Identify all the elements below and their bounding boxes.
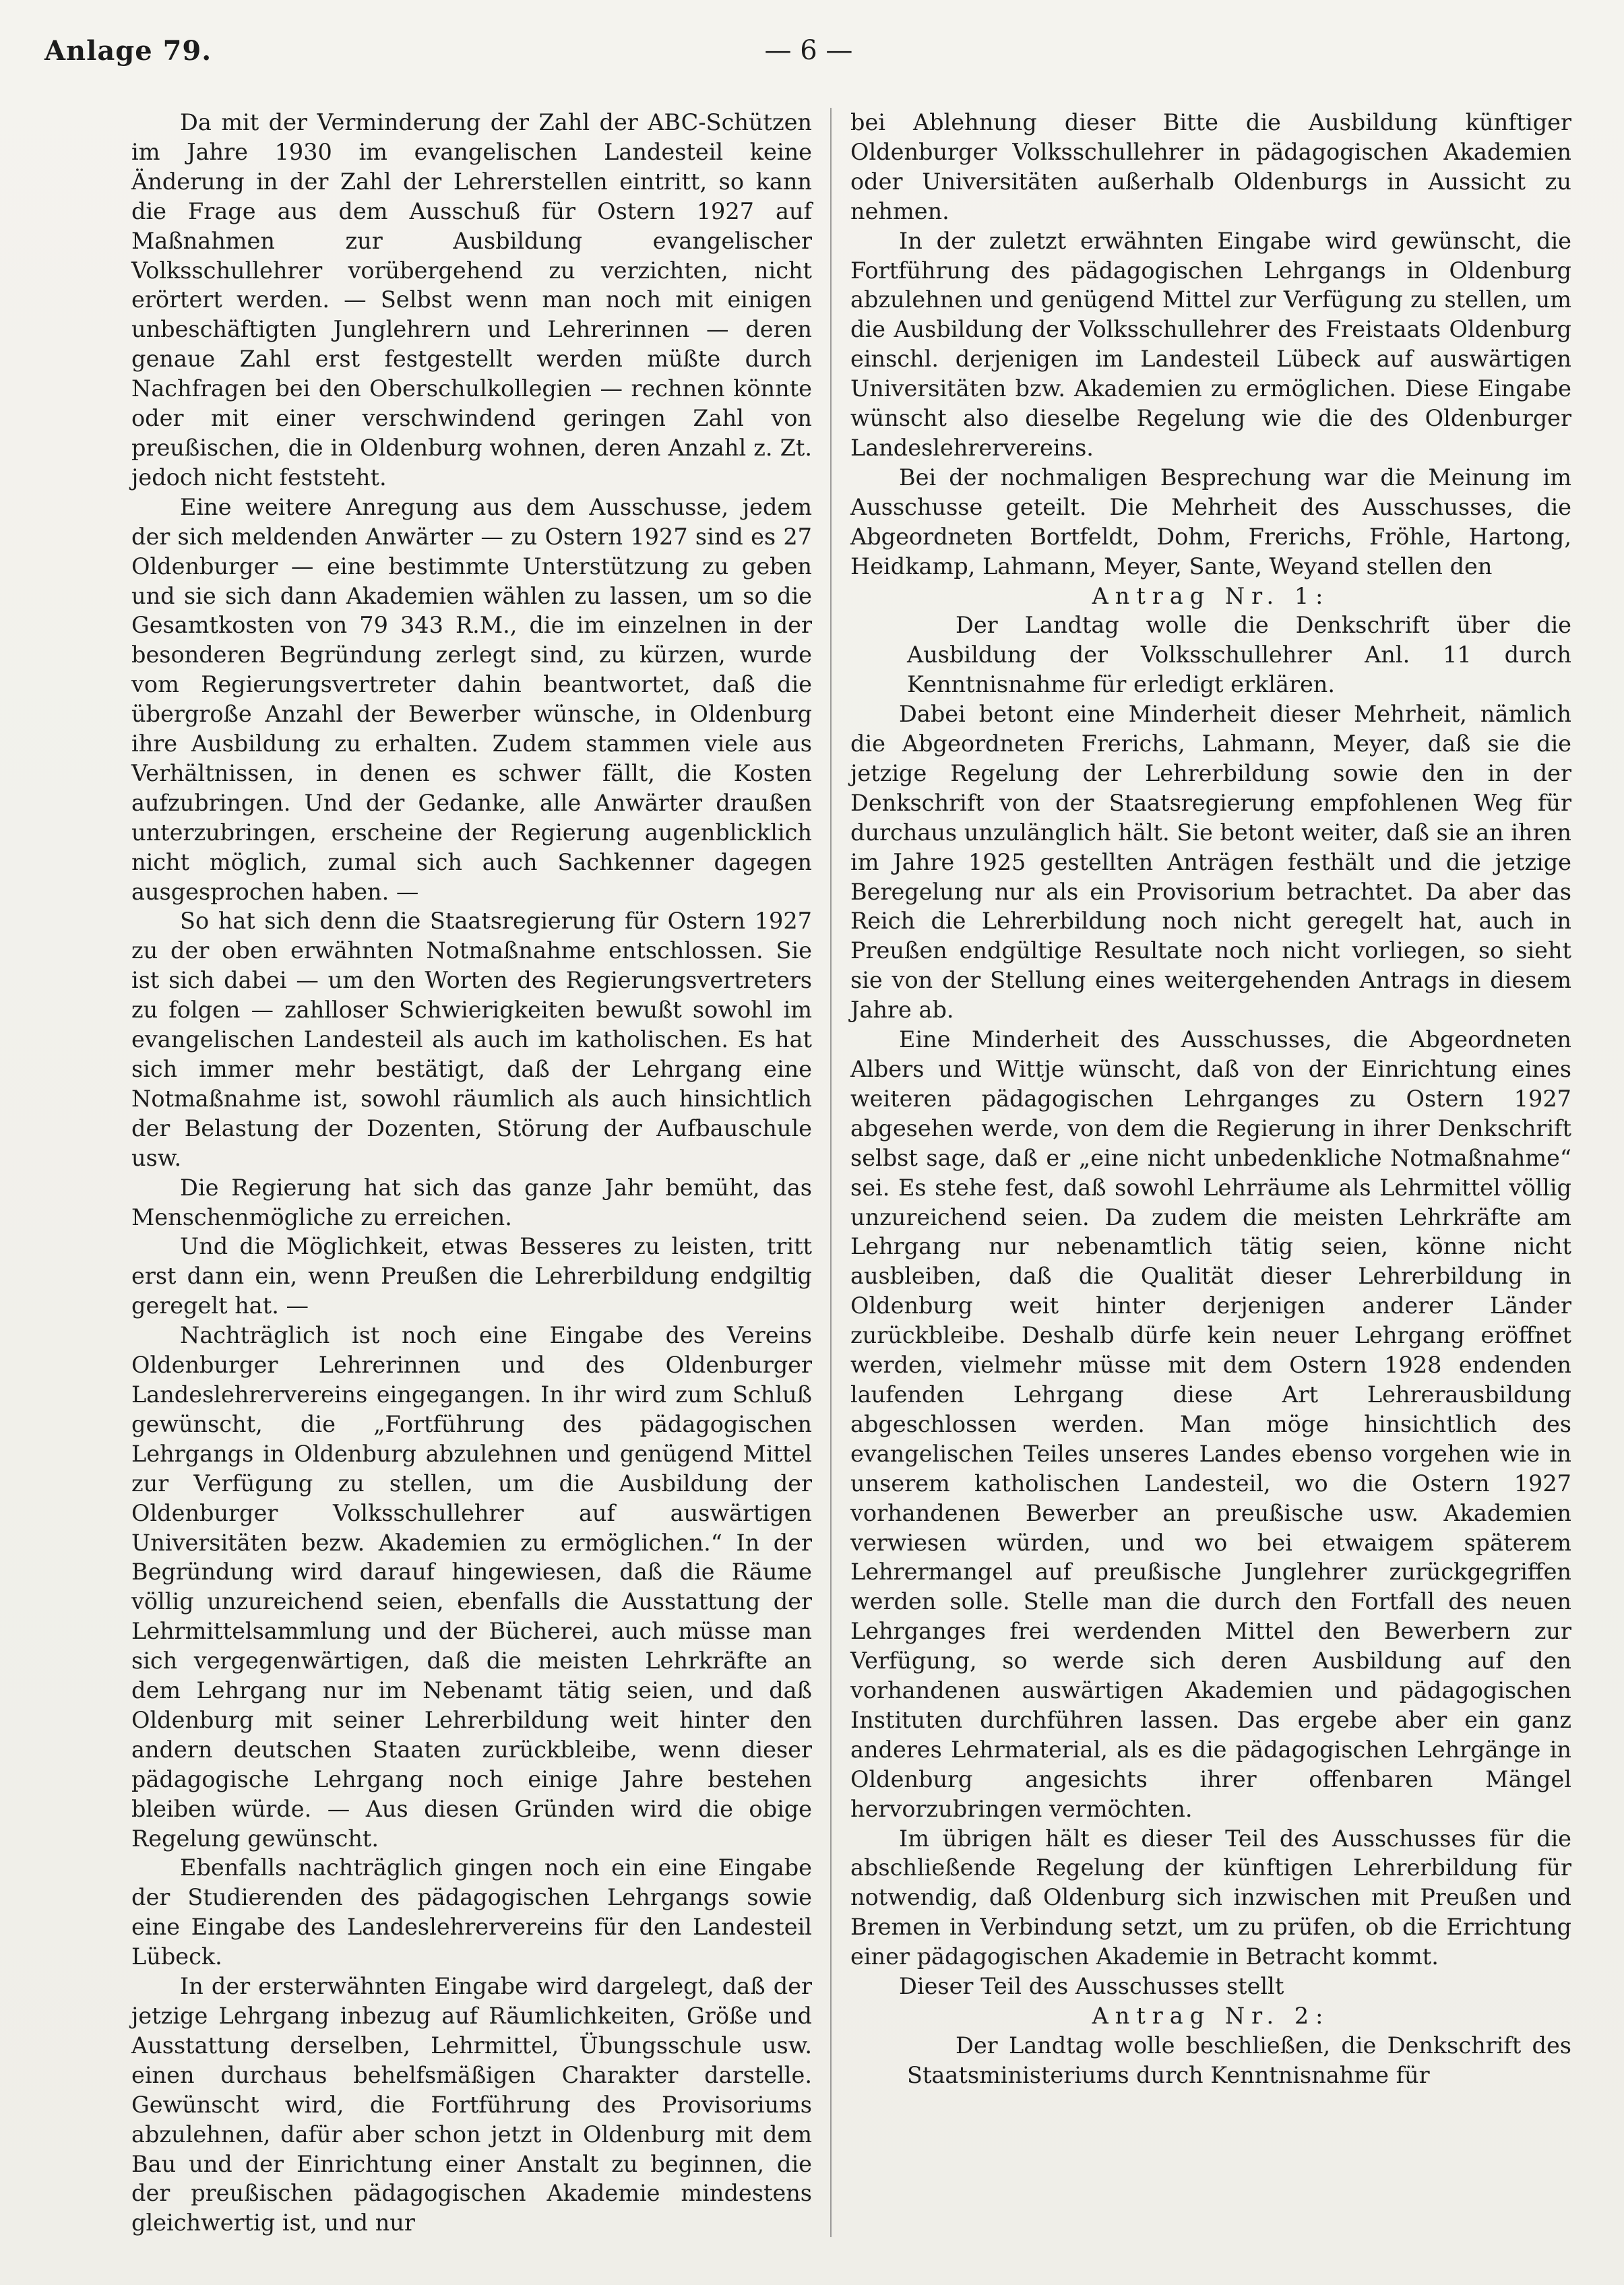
left-paragraph-2: Eine weitere Anregung aus dem Ausschusse, jedem der sich meldenden Anwärter — zu Ostern 1927 sind es 27 Oldenburger — eine bestimmte Unterstützung zu geben und sie sich dann Akademien wählen zu lassen, um so die Gesamtkosten von 79 343 R.M., die im einzelnen in der besonderen Begründung zerlegt sind, zu kürzen, wurde vom Regierungsvertreter dahin beantwortet, daß die übergroße Anzahl der Bewerber wünsche, in Oldenburg ihre Ausbildung zu erhalten. Zudem stammen viele aus Verhältnissen, in denen es schwer fällt, die Kosten aufzubringen. Und der Gedanke, alle Anwärter draußen unterzubringen, erscheine der Regierung augenblicklich nicht möglich, zumal sich auch Sachkenner dagegen ausgesprochen haben. — — [131, 493, 812, 905]
left-paragraph-6: Nachträglich ist noch eine Eingabe des Vereins Oldenburger Lehrerinnen und des Oldenburger Landeslehrervereins eingegangen. In ihr wird zum Schluß gewünscht, die „Fortführung des pädagogischen Lehrgangs in Oldenburg abzulehnen und genügend Mittel zur Verfügung zu stellen, um die Ausbildung der Oldenburger Volksschullehrer auf auswärtigen Universitäten bezw. Akademien zu ermöglichen.“ In der Begründung wird darauf hingewiesen, daß die Räume völlig unzureichend seien, ebenfalls die Ausstattung der Lehrmittelsammlung und der Bücherei, auch müsse man sich vergegenwärtigen, daß die meisten Lehrkräfte an dem Lehrgang nur im Nebenamt tätig seien, und daß Oldenburg mit seiner Lehrerbildung weit hinter den andern deutschen Staaten zurückbleibe, wenn dieser pädagogische Lehrgang noch einige Jahre bestehen bleiben würde. — Aus diesen Gründen wird die obige Regelung gewünscht. — [131, 1322, 812, 1852]
left-paragraph-4: Die Regierung hat sich das ganze Jahr bemüht, das Menschenmögliche zu erreichen. — [131, 1174, 812, 1230]
annex-label: Anlage 79. — [44, 35, 212, 67]
right-paragraph-2: In der zuletzt erwähnten Eingabe wird gewünscht, die Fortführung des pädagogischen Lehrgangs in Oldenburg abzulehnen und genügend Mittel zur Verfügung zu stellen, um die Ausbildung der Volksschullehrer des Freistaats Oldenburg einschl. derjenigen im Landesteil Lübeck auf auswärtigen Universitäten bzw. Akademien zu ermöglichen. Diese Eingabe wünscht also dieselbe Regelung wie die des Oldenburger Landeslehrervereins. — [850, 227, 1571, 461]
left-paragraph-3: So hat sich denn die Staatsregierung für Ostern 1927 zu der oben erwähnten Notmaßnahme entschlossen. Sie ist sich dabei — um den Worten des Regierungsvertreters zu folgen — zahlloser Schwierigkeiten bewußt sowohl im evangelischen Landesteil als auch im katholischen. Es hat sich immer mehr bestätigt, daß der Lehrgang eine Notmaßnahme ist, sowohl räumlich als auch hinsichtlich der Belastung der Dozenten, Störung der Aufbauschule usw. — [131, 908, 812, 1171]
right-column — [850, 108, 1571, 2090]
column-divider — [830, 108, 832, 2237]
right-paragraph-6: Im übrigen hält es dieser Teil des Ausschusses für die abschließende Regelung der künftigen Lehrerbildung für notwendig, daß Oldenburg sich inzwischen mit Preußen und Bremen in Verbindung setzt, um zu prüfen, ob die Errichtung einer pädagogischen Akademie in Betracht kommt. — [850, 1825, 1571, 1970]
right-paragraph-1: bei Ablehnung dieser Bitte die Ausbildung künftiger Oldenburger Volksschullehrer in pädagogischen Akademien oder Universitäten außerhalb Oldenburgs in Aussicht zu nehmen. — [850, 109, 1571, 224]
left-paragraph-1: Da mit der Verminderung der Zahl der ABC-Schützen im Jahre 1930 im evangelischen Landesteil keine Änderung in der Zahl der Lehrerstellen eintritt, so kann die Frage aus dem Ausschuß für Ostern 1927 auf Maßnahmen zur Ausbildung evangelischer Volksschullehrer vorübergehend zu verzichten, nicht erörtert werden. — Selbst wenn man noch mit einigen unbeschäftigten Junglehrern und Lehrerinnen — deren genaue Zahl erst festgestellt werden müßte durch Nachfragen bei den Oberschulkollegien — rechnen könnte oder mit einer verschwindend geringen Zahl von preußischen, die in Oldenburg wohnen, deren Anzahl z. Zt. jedoch nicht feststeht. — [131, 109, 812, 491]
right-paragraph-7: Dieser Teil des Ausschusses stellt — [899, 1973, 1284, 2000]
motion-2-text: Der Landtag wolle beschließen, die Denkschrift des Staatsministeriums durch Kenntnisnahme für — [907, 2032, 1571, 2088]
motion-1-text: Der Landtag wolle die Denkschrift über die Ausbildung der Volksschullehrer Anl. 11 durch Kenntnisnahme für erledigt erklären. — [907, 612, 1571, 698]
right-paragraph-3: Bei der nochmaligen Besprechung war die Meinung im Ausschusse geteilt. Die Mehrheit des Ausschusses, die Abgeordneten Bortfeldt, Dohm, Frerichs, Fröhle, Hartong, Heidkamp, Lahmann, Meyer, Sante, Weyand stellen den — [850, 464, 1571, 580]
page-number: — 6 — — [764, 35, 853, 66]
right-paragraph-4: Dabei betont eine Minderheit dieser Mehrheit, nämlich die Abgeordneten Frerichs, Lahmann, Meyer, daß sie die jetzige Regelung der Lehrerbildung sowie den in der Denkschrift von der Staatsregierung empfohlenen Weg für durchaus unzulänglich hält. Sie betont weiter, daß sie an ihren im Jahre 1925 gestellten Anträgen festhält und die jetzige Beregelung nur als ein Provisorium betrachtet. Da aber das Reich die Lehrerbildung noch nicht geregelt hat, auch in Preußen endgültige Resultate noch nicht vorliegen, so sieht sie von der Stellung eines weitergehenden Antrags in diesem Jahre ab. — [850, 701, 1571, 1024]
left-paragraph-5: Und die Möglichkeit, etwas Besseres zu leisten, tritt erst dann ein, wenn Preußen die Lehrerbildung endgiltig geregelt hat. — — [131, 1233, 812, 1319]
left-paragraph-7: Ebenfalls nachträglich gingen noch ein eine Eingabe der Studierenden des pädagogischen Lehrgangs sowie eine Eingabe des Landeslehrervereins für den Landesteil Lübeck. — [131, 1854, 812, 1970]
right-paragraph-5: Eine Minderheit des Ausschusses, die Abgeordneten Albers und Wittje wünscht, daß von der Einrichtung eines weiteren pädagogischen Lehrganges zu Ostern 1927 abgesehen werde, von dem die Regierung in ihrer Denkschrift selbst sage, daß er „eine nicht unbedenkliche Notmaßnahme“ sei. Es stehe fest, daß sowohl Lehrräume als Lehrmittel völlig unzureichend seien. Da zudem die meisten Lehrkräfte am Lehrgang nur nebenamtlich tätig seien, könne nicht ausbleiben, daß die Qualität dieser Lehrerbildung in Oldenburg weit hinter derjenigen anderer Länder zurückbleibe. Deshalb dürfe kein neuer Lehrgang eröffnet werden, vielmehr müsse mit dem Ostern 1928 endenden laufenden Lehrgang diese Art Lehrerausbildung abgeschlossen werden. Man möge hinsichtlich des evangelischen Teiles unseres Landes ebenso vorgehen wie in unserem katholischen Landesteil, wo die Ostern 1927 vorhandenen Bewerber an preußische usw. Akademien verwiesen würden, und wo bei etwaigem späterem Lehrermangel auf preußische Junglehrer zurückgegriffen werden solle. Stelle man die durch den Fortfall des neuen Lehrganges frei werdenden Mittel den Bewerbern zur Verfügung, so werde sich deren Ausbildung auf den vorhandenen auswärtigen Akademien und pädagogischen Instituten durchführen lassen. Das ergebe aber ein ganz anderes Lehrmaterial, als es die pädagogischen Lehrgänge in Oldenburg angesichts ihrer offenbaren Mängel hervorzubringen vermöchten. — [850, 1026, 1571, 1822]
left-column — [131, 108, 812, 2238]
motion-1-heading: Antrag Nr. 1: — [1092, 582, 1330, 609]
motion-2-heading: Antrag Nr. 2: — [1092, 2003, 1330, 2029]
left-paragraph-8: In der ersterwähnten Eingabe wird dargelegt, daß der jetzige Lehrgang inbezug auf Räumlichkeiten, Größe und Ausstattung derselben, Lehrmittel, Übungsschule usw. einen durchaus behelfsmäßigen Charakter darstelle. Gewünscht wird, die Fortführung des Provisoriums abzulehnen, dafür aber schon jetzt in Oldenburg mit dem Bau und der Einrichtung einer Anstalt zu beginnen, die der preußischen pädagogischen Akademie mindestens gleichwertig ist, und nur — [131, 1973, 812, 2236]
